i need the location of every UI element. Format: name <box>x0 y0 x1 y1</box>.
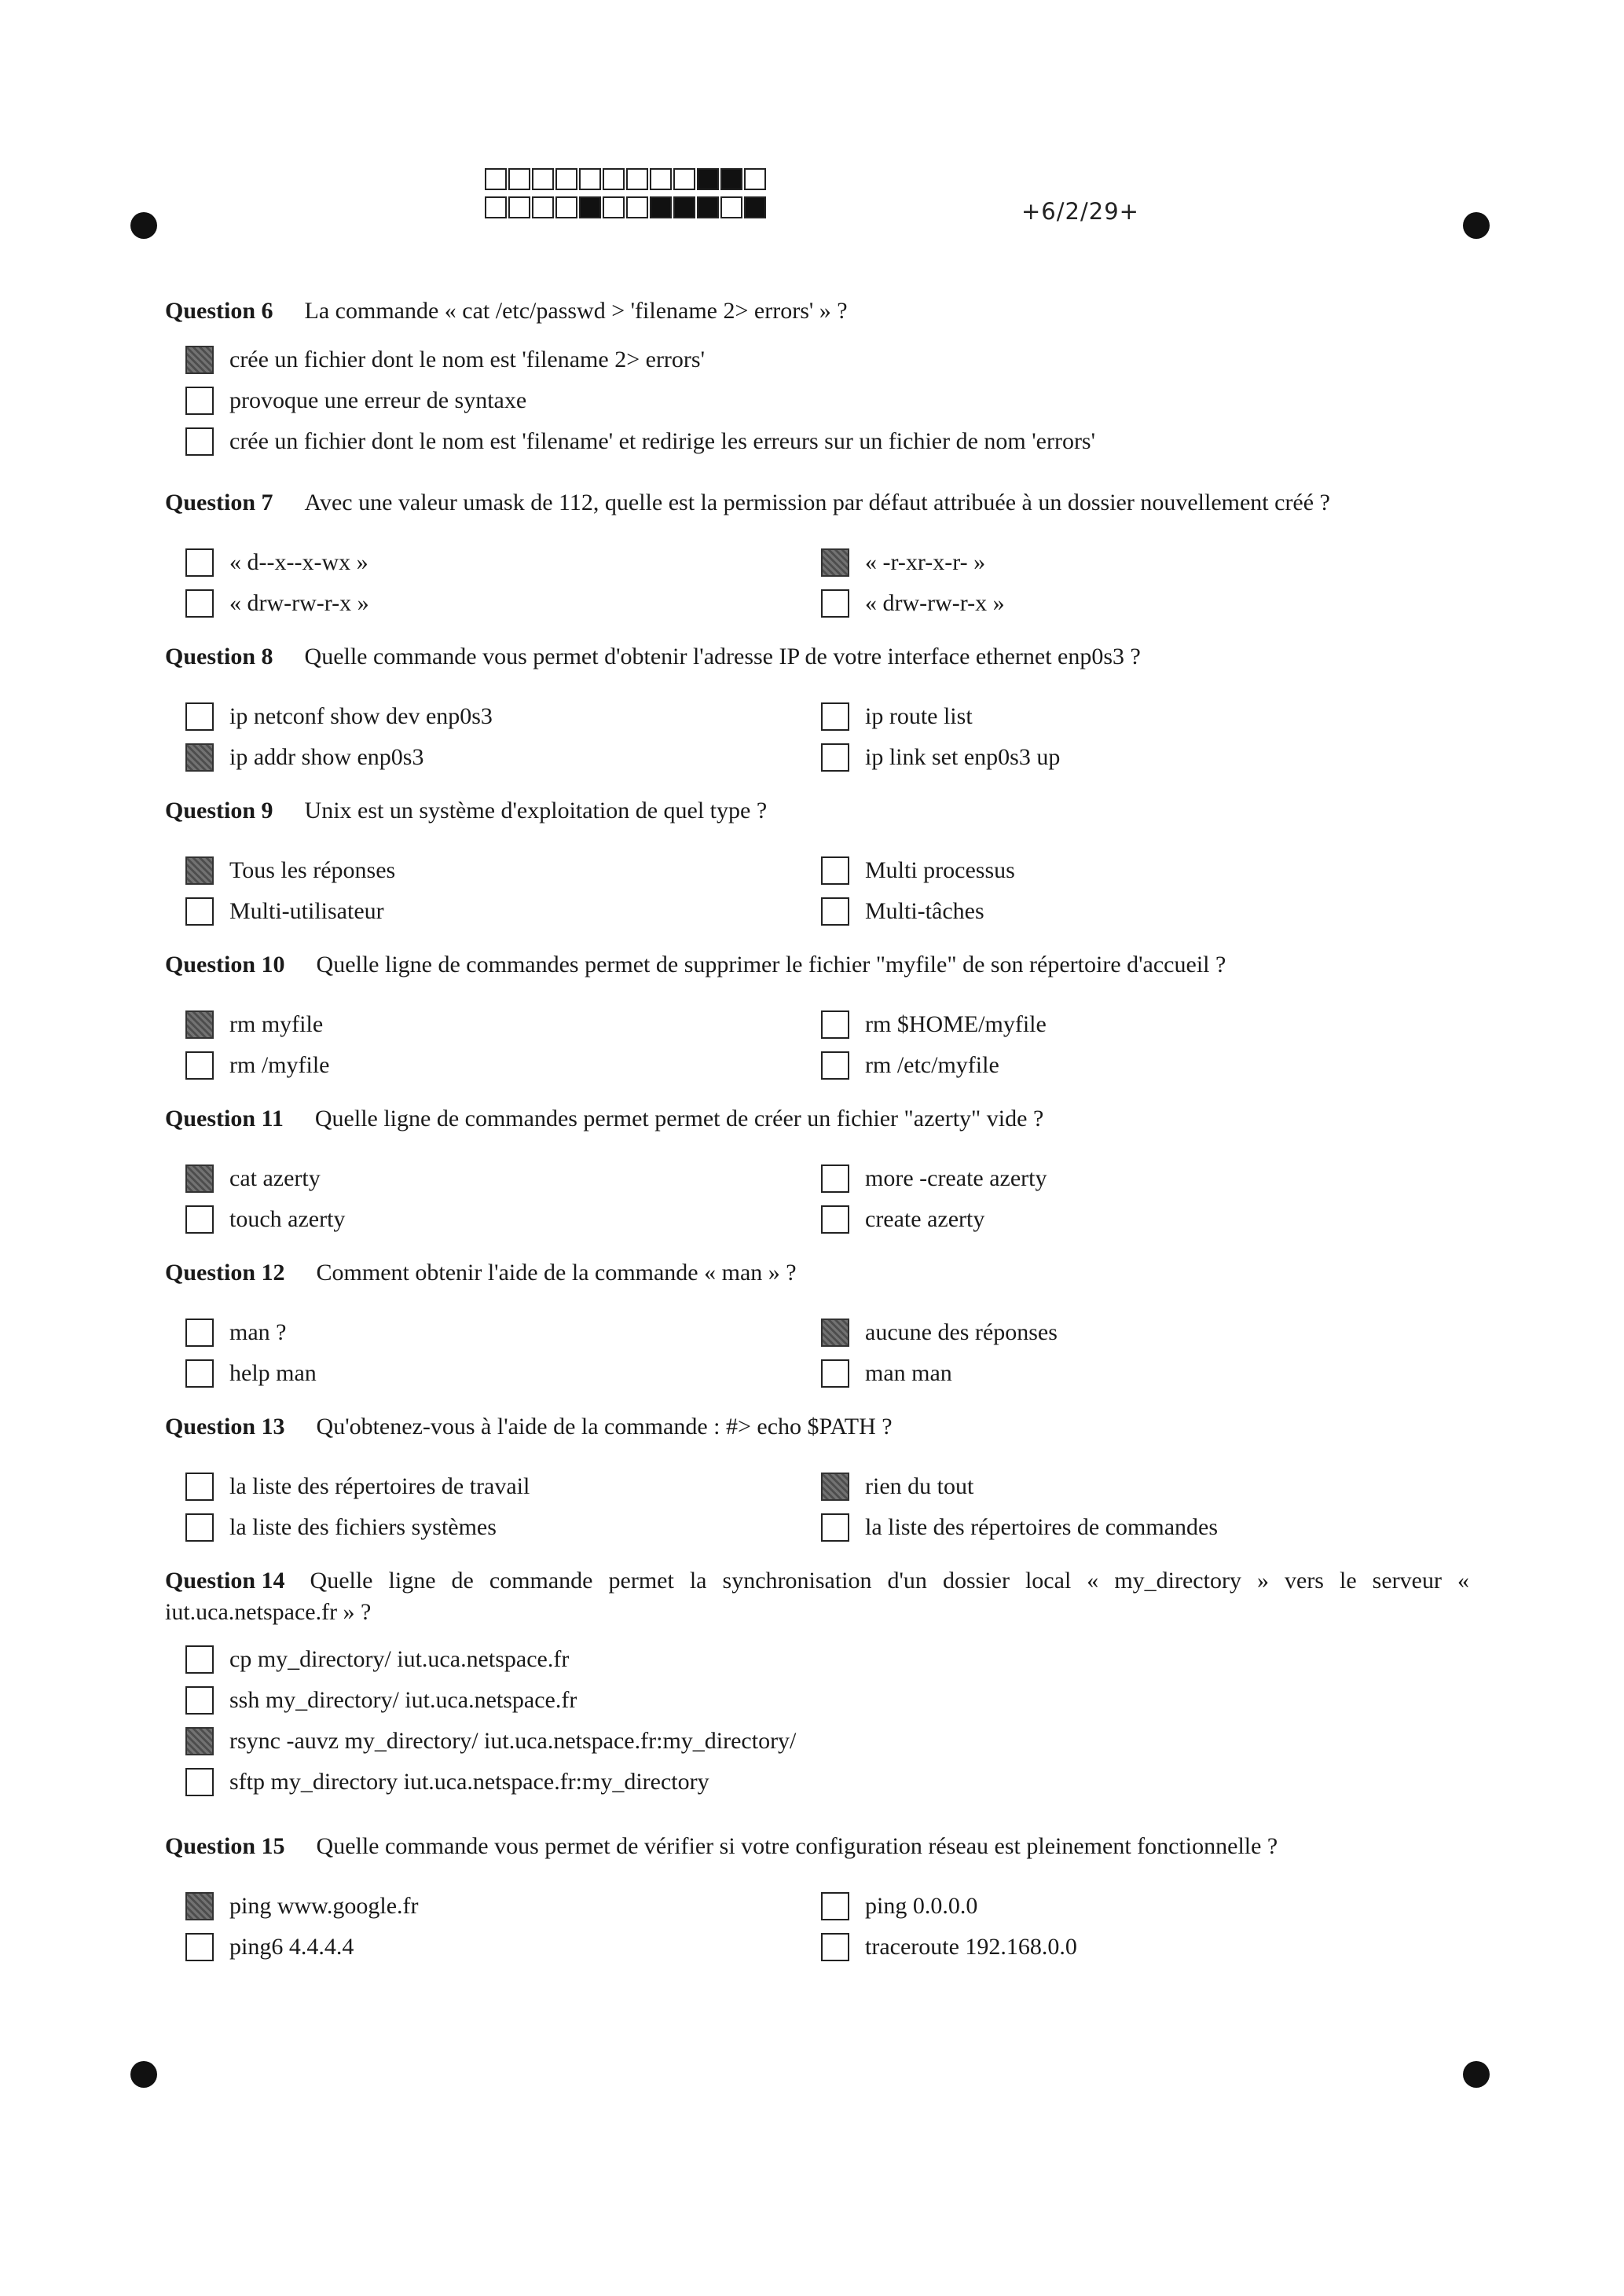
checkbox[interactable] <box>185 1933 214 1961</box>
answer-option[interactable] <box>185 740 423 775</box>
barcode-cell <box>532 196 554 218</box>
checkbox[interactable] <box>821 1933 849 1961</box>
barcode-cell <box>579 196 601 218</box>
answer-option[interactable] <box>185 383 526 418</box>
answer-label: rsync -auvz my_directory/ iut.uca.netspace.fr:my_directory/ <box>229 1728 797 1754</box>
checkbox-checked[interactable] <box>185 1727 214 1755</box>
checkbox-checked[interactable] <box>185 1892 214 1920</box>
answer-option[interactable] <box>821 1469 973 1504</box>
question-label: Question 8 <box>165 644 273 669</box>
answer-label: cat azerty <box>229 1165 321 1191</box>
question-6 <box>165 295 1469 460</box>
answer-label: ip addr show enp0s3 <box>229 744 424 770</box>
answer-option[interactable] <box>185 1315 286 1350</box>
question-text: Qu'obtenez-vous à l'aide de la commande : #> echo $PATH ? <box>316 1414 893 1440</box>
answer-option[interactable] <box>185 343 705 377</box>
answer-option[interactable] <box>185 1683 577 1718</box>
answer-label: touch azerty <box>229 1206 346 1232</box>
question-label: Question 14 <box>165 1568 285 1594</box>
answer-option[interactable] <box>185 1469 530 1504</box>
question-label: Question 11 <box>165 1106 284 1131</box>
barcode-cell <box>720 168 742 190</box>
answer-label: man ? <box>229 1319 287 1345</box>
checkbox[interactable] <box>185 1051 214 1080</box>
question-text: Quelle commande vous permet de vérifier si votre configuration réseau est pleinement fonctionnelle ? <box>316 1833 1278 1859</box>
checkbox[interactable] <box>185 1645 214 1674</box>
question-9 <box>165 795 1469 929</box>
question-12 <box>165 1257 1469 1391</box>
barcode-cell <box>555 196 577 218</box>
answer-label: more -create azerty <box>865 1165 1047 1191</box>
barcode-cell <box>650 168 672 190</box>
answer-option[interactable] <box>821 740 1060 775</box>
answer-option[interactable] <box>821 586 1005 621</box>
answer-option[interactable] <box>821 1315 1058 1350</box>
answer-option[interactable] <box>821 699 973 734</box>
checkbox-checked[interactable] <box>185 856 214 885</box>
checkbox-checked[interactable] <box>185 1010 214 1039</box>
answer-option[interactable] <box>821 1889 977 1924</box>
answer-label: rm /myfile <box>229 1052 330 1078</box>
barcode-cell <box>508 168 530 190</box>
checkbox-checked[interactable] <box>821 1473 849 1501</box>
answer-option[interactable] <box>185 853 395 888</box>
checkbox[interactable] <box>185 1513 214 1542</box>
answer-option[interactable] <box>185 545 368 580</box>
question-11 <box>165 1103 1469 1237</box>
answer-option[interactable] <box>185 1007 323 1042</box>
answer-option[interactable] <box>821 853 1015 888</box>
answer-option[interactable] <box>185 1356 317 1391</box>
answer-option[interactable] <box>185 1889 419 1924</box>
barcode-cell <box>532 168 554 190</box>
answer-label: ping www.google.fr <box>229 1893 419 1919</box>
barcode-cell <box>603 196 625 218</box>
checkbox[interactable] <box>185 387 214 415</box>
answer-label: rm /etc/myfile <box>865 1052 999 1078</box>
barcode-cell <box>650 196 672 218</box>
question-text: Unix est un système d'exploitation de quel type ? <box>304 798 768 823</box>
answer-option[interactable] <box>821 894 984 929</box>
checkbox[interactable] <box>821 743 849 772</box>
answer-option[interactable] <box>821 545 985 580</box>
checkbox-checked[interactable] <box>185 1165 214 1193</box>
barcode-cell <box>720 196 742 218</box>
question-15 <box>165 1831 1469 1964</box>
registration-mark-bottom-left <box>130 2061 157 2088</box>
answer-label: ping 0.0.0.0 <box>865 1893 978 1919</box>
question-13 <box>165 1411 1469 1545</box>
checkbox[interactable] <box>185 1473 214 1501</box>
checkbox[interactable] <box>185 427 214 456</box>
barcode-cell <box>508 196 530 218</box>
checkbox-checked[interactable] <box>821 1319 849 1347</box>
answer-option[interactable] <box>185 1765 709 1799</box>
question-text: Quelle ligne de commandes permet permet de créer un fichier "azerty" vide ? <box>314 1106 1044 1131</box>
checkbox[interactable] <box>185 1686 214 1715</box>
answer-label: cp my_directory/ iut.uca.netspace.fr <box>229 1646 570 1672</box>
checkbox[interactable] <box>821 1165 849 1193</box>
registration-mark-top-right <box>1463 212 1490 239</box>
question-text: Avec une valeur umask de 112, quelle est la permission par défaut attribuée à un dossier nouvellement créé ? <box>304 490 1330 515</box>
answer-label: provoque une erreur de syntaxe <box>229 387 527 413</box>
question-label: Question 15 <box>165 1833 285 1859</box>
question-14 <box>165 1565 1469 1809</box>
answer-label: help man <box>229 1360 317 1386</box>
answer-option[interactable] <box>185 586 369 621</box>
checkbox-checked[interactable] <box>185 743 214 772</box>
checkbox[interactable] <box>185 702 214 731</box>
answer-label: rm $HOME/myfile <box>865 1011 1047 1037</box>
question-7 <box>165 487 1469 621</box>
answer-label: ssh my_directory/ iut.uca.netspace.fr <box>229 1687 577 1713</box>
question-text: La commande « cat /etc/passwd > 'filename 2> errors' » ? <box>304 298 848 324</box>
barcode-cell <box>673 168 695 190</box>
checkbox[interactable] <box>821 702 849 731</box>
answer-option[interactable] <box>821 1048 999 1083</box>
answer-option[interactable] <box>185 1642 569 1677</box>
answer-option[interactable] <box>185 424 1095 459</box>
answer-option[interactable] <box>185 1510 497 1545</box>
answer-label: ip route list <box>865 703 973 729</box>
barcode-cell <box>626 168 648 190</box>
answer-label: man man <box>865 1360 952 1386</box>
registration-mark-bottom-right <box>1463 2061 1490 2088</box>
checkbox-checked[interactable] <box>185 346 214 374</box>
barcode-cell <box>673 196 695 218</box>
checkbox[interactable] <box>185 1319 214 1347</box>
registration-mark-top-left <box>130 212 157 239</box>
barcode-cell <box>579 168 601 190</box>
checkbox[interactable] <box>185 1205 214 1234</box>
question-text: Comment obtenir l'aide de la commande « man » ? <box>316 1260 797 1286</box>
checkbox[interactable] <box>821 1010 849 1039</box>
question-label: Question 13 <box>165 1414 285 1440</box>
checkbox[interactable] <box>185 548 214 577</box>
checkbox[interactable] <box>821 589 849 618</box>
answer-label: rm myfile <box>229 1011 324 1037</box>
question-text: Quelle ligne de commande permet la synchronisation d'un dossier local « my_directory » vers le serveur « iut.uca.netspace.fr » ? <box>165 1568 1469 1625</box>
answer-label: create azerty <box>865 1206 985 1232</box>
barcode-cell <box>744 196 766 218</box>
answer-option[interactable] <box>821 1161 1047 1196</box>
answer-label: rien du tout <box>865 1473 974 1499</box>
answer-label: « drw-rw-r-x » <box>865 590 1005 616</box>
answer-label: ping6 4.4.4.4 <box>229 1934 354 1960</box>
answer-label: Multi processus <box>865 857 1015 883</box>
answer-option[interactable] <box>185 1202 345 1237</box>
answer-option[interactable] <box>821 1930 1077 1964</box>
answer-label: Multi-utilisateur <box>229 898 384 924</box>
answer-option[interactable] <box>821 1356 952 1391</box>
answer-label: ip link set enp0s3 up <box>865 744 1061 770</box>
question-label: Question 6 <box>165 298 273 324</box>
page-barcode <box>485 168 768 225</box>
answer-label: Multi-tâches <box>865 898 984 924</box>
question-label: Question 12 <box>165 1260 285 1286</box>
checkbox[interactable] <box>185 897 214 926</box>
answer-option[interactable] <box>185 1161 321 1196</box>
answer-label: aucune des réponses <box>865 1319 1058 1345</box>
barcode-cell <box>555 168 577 190</box>
answer-label: la liste des fichiers systèmes <box>229 1514 497 1540</box>
question-label: Question 7 <box>165 490 273 515</box>
answer-label: crée un fichier dont le nom est 'filename' et redirige les erreurs sur un fichier de nom 'errors' <box>229 428 1096 454</box>
answer-label: la liste des répertoires de travail <box>229 1473 530 1499</box>
question-10 <box>165 949 1469 1083</box>
checkbox[interactable] <box>185 1359 214 1388</box>
answer-option[interactable] <box>185 894 384 929</box>
answer-label: la liste des répertoires de commandes <box>865 1514 1219 1540</box>
checkbox[interactable] <box>821 1359 849 1388</box>
answer-option[interactable] <box>185 1930 354 1964</box>
checkbox[interactable] <box>821 897 849 926</box>
answer-option[interactable] <box>821 1510 1218 1545</box>
checkbox[interactable] <box>821 1892 849 1920</box>
question-label: Question 10 <box>165 952 285 977</box>
barcode-cell <box>697 196 719 218</box>
question-text: Quelle commande vous permet d'obtenir l'adresse IP de votre interface ethernet enp0s3 ? <box>304 644 1141 669</box>
checkbox[interactable] <box>185 589 214 618</box>
checkbox-checked[interactable] <box>821 548 849 577</box>
checkbox[interactable] <box>185 1768 214 1796</box>
barcode-row-2 <box>485 196 768 220</box>
checkbox[interactable] <box>821 1513 849 1542</box>
answer-label: « d--x--x-wx » <box>229 549 368 575</box>
answer-label: « -r-xr-x-r- » <box>865 549 986 575</box>
barcode-cell <box>603 168 625 190</box>
checkbox[interactable] <box>821 1205 849 1234</box>
answer-label: ip netconf show dev enp0s3 <box>229 703 493 729</box>
answer-option[interactable] <box>821 1007 1047 1042</box>
barcode-row-1 <box>485 168 768 192</box>
answer-option[interactable] <box>185 1048 329 1083</box>
answer-label: crée un fichier dont le nom est 'filename 2> errors' <box>229 347 705 372</box>
barcode-cell <box>485 168 507 190</box>
answer-label: sftp my_directory iut.uca.netspace.fr:my_directory <box>229 1769 709 1795</box>
page-id: +6/2/29+ <box>1021 198 1139 225</box>
barcode-cell <box>744 168 766 190</box>
question-label: Question 9 <box>165 798 273 823</box>
answer-label: « drw-rw-r-x » <box>229 590 369 616</box>
checkbox[interactable] <box>821 1051 849 1080</box>
question-text: Quelle ligne de commandes permet de supprimer le fichier "myfile" de son répertoire d'accueil ? <box>316 952 1226 977</box>
question-8 <box>165 641 1469 775</box>
barcode-cell <box>697 168 719 190</box>
answer-option[interactable] <box>185 699 493 734</box>
barcode-cell <box>485 196 507 218</box>
checkbox[interactable] <box>821 856 849 885</box>
answer-option[interactable] <box>821 1202 984 1237</box>
answer-label: traceroute 192.168.0.0 <box>865 1934 1077 1960</box>
answer-label: Tous les réponses <box>229 857 396 883</box>
answer-option[interactable] <box>185 1724 796 1759</box>
barcode-cell <box>626 196 648 218</box>
